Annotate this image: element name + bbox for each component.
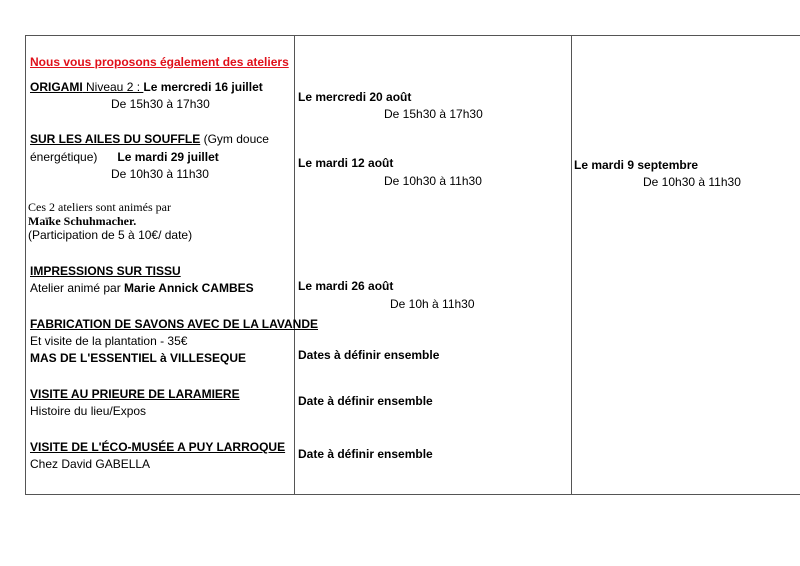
origami-date: Le mercredi 16 juillet <box>143 80 263 94</box>
origami-date-2: Le mercredi 20 août <box>298 90 412 104</box>
souffle-date-3: Le mardi 9 septembre <box>574 158 699 172</box>
souffle-time-3: De 10h30 à 11h30 <box>643 175 741 189</box>
savons-date-2: Dates à définir ensemble <box>298 348 440 362</box>
animated-by-text: Ces 2 ateliers sont animés par <box>28 200 171 214</box>
ecomusee-date-2: Date à définir ensemble <box>298 447 433 461</box>
souffle-desc2: énergétique) <box>30 150 98 164</box>
impressions-desc <box>30 281 254 296</box>
origami-heading <box>30 80 263 95</box>
prieure-date-2: Date à définir ensemble <box>298 394 433 408</box>
souffle-title: SUR LES AILES DU SOUFFLE <box>30 132 201 146</box>
savons-visit: Et visite de la plantation - 35€ <box>30 334 188 348</box>
column-divider <box>294 36 295 494</box>
impressions-title: IMPRESSIONS SUR TISSU <box>30 264 181 278</box>
origami-time-2: De 15h30 à 17h30 <box>384 107 483 121</box>
impressions-animator: Marie Annick CAMBES <box>124 281 254 295</box>
impressions-desc-text: Atelier animé par <box>30 281 125 295</box>
origami-title: ORIGAMI <box>30 80 83 94</box>
savons-location: MAS DE L'ESSENTIEL à VILLESEQUE <box>30 351 247 365</box>
souffle-time: De 10h30 à 11h30 <box>111 167 209 181</box>
souffle-desc-line2 <box>30 150 219 165</box>
souffle-heading <box>30 132 269 147</box>
participation-text: (Participation de 5 à 10€/ date) <box>28 228 193 242</box>
origami-time: De 15h30 à 17h30 <box>111 97 210 111</box>
ecomusee-desc: Chez David GABELLA <box>30 457 151 471</box>
ecomusee-title: VISITE DE L'ÉCO-MUSÉE A PUY LARROQUE <box>30 440 286 454</box>
animator-name: Maïke Schuhmacher. <box>28 214 137 228</box>
souffle-date-2: Le mardi 12 août <box>298 156 394 170</box>
souffle-time-2: De 10h30 à 11h30 <box>384 174 482 188</box>
column-divider <box>571 36 572 494</box>
savons-title: FABRICATION DE SAVONS AVEC DE LA LAVANDE <box>30 317 319 331</box>
impressions-time-2: De 10h à 11h30 <box>390 297 475 311</box>
souffle-desc: (Gym douce <box>200 132 269 146</box>
origami-level: Niveau 2 : <box>82 80 144 94</box>
impressions-date-2: Le mardi 26 août <box>298 279 394 293</box>
prieure-title: VISITE AU PRIEURE DE LARAMIERE <box>30 387 240 401</box>
prieure-desc: Histoire du lieu/Expos <box>30 404 147 418</box>
souffle-date: Le mardi 29 juillet <box>117 150 219 164</box>
intro-heading: Nous vous proposons également des ateliers <box>30 55 289 69</box>
